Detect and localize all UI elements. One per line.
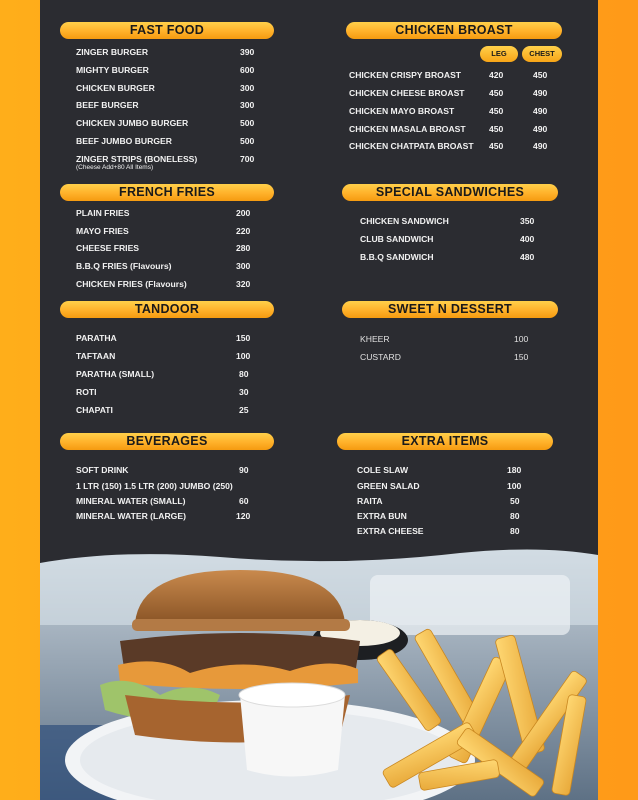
menu-item-price: 150 bbox=[236, 333, 251, 343]
menu-item-name: COLE SLAW bbox=[357, 465, 409, 475]
menu-item-price: 350 bbox=[520, 216, 535, 226]
menu-item-price: 220 bbox=[236, 226, 251, 236]
menu-item-name: CHAPATI bbox=[76, 405, 113, 415]
menu-item-name: CHICKEN CHATPATA BROAST bbox=[349, 141, 474, 151]
menu-item-price: 390 bbox=[240, 47, 255, 57]
menu-item-price: 25 bbox=[239, 405, 249, 415]
menu-item-price: 80 bbox=[510, 526, 520, 536]
menu-item-name: CHICKEN SANDWICH bbox=[360, 216, 449, 226]
menu-item-price: 500 bbox=[240, 118, 255, 128]
menu-item-name: CUSTARD bbox=[360, 352, 401, 362]
menu-item-price-chest: 490 bbox=[533, 124, 548, 134]
menu-item-price: 80 bbox=[239, 369, 249, 379]
menu-item-name: CHICKEN FRIES (Flavours) bbox=[76, 279, 187, 289]
menu-item-name: EXTRA BUN bbox=[357, 511, 407, 521]
sweet-dessert-heading: SWEET N DESSERT bbox=[342, 301, 558, 318]
menu-item-name: MAYO FRIES bbox=[76, 226, 129, 236]
menu-panel bbox=[40, 0, 598, 800]
menu-item-price: 150 bbox=[514, 352, 529, 362]
menu-item-price-leg: 420 bbox=[489, 70, 504, 80]
menu-item-name: CHEESE FRIES bbox=[76, 243, 140, 253]
menu-item-name: BEEF JUMBO BURGER bbox=[76, 136, 172, 146]
menu-item-price: 320 bbox=[236, 279, 251, 289]
menu-item-price: 90 bbox=[239, 465, 249, 475]
menu-item-name: BEEF BURGER bbox=[76, 100, 139, 110]
menu-item-price: 80 bbox=[510, 511, 520, 521]
chicken-broast-heading: CHICKEN BROAST bbox=[346, 22, 562, 39]
menu-item-name: CHICKEN MASALA BROAST bbox=[349, 124, 466, 134]
menu-item-price: 480 bbox=[520, 252, 535, 262]
menu-item-name: CHICKEN JUMBO BURGER bbox=[76, 118, 189, 128]
leg-column-header: LEG bbox=[480, 46, 518, 62]
menu-item-price-chest: 490 bbox=[533, 141, 548, 151]
menu-item-name: ZINGER STRIPS (BONELESS) bbox=[76, 154, 198, 164]
menu-item-price-chest: 490 bbox=[533, 88, 548, 98]
menu-item-price: 60 bbox=[239, 496, 249, 506]
menu-item-price: 300 bbox=[240, 100, 255, 110]
menu-item-price: 280 bbox=[236, 243, 251, 253]
special-sandwiches-heading: SPECIAL SANDWICHES bbox=[342, 184, 558, 201]
menu-item-name: ROTI bbox=[76, 387, 97, 397]
menu-item-price-leg: 450 bbox=[489, 124, 504, 134]
menu-item-name: MINERAL WATER (SMALL) bbox=[76, 496, 186, 506]
menu-item-name: CHICKEN MAYO BROAST bbox=[349, 106, 455, 116]
extra-items-heading: EXTRA ITEMS bbox=[337, 433, 553, 450]
menu-item-name: 1 LTR (150) 1.5 LTR (200) JUMBO (250) bbox=[76, 481, 233, 491]
menu-item-price: 100 bbox=[507, 481, 522, 491]
menu-item-price: 600 bbox=[240, 65, 255, 75]
menu-item-name: KHEER bbox=[360, 334, 390, 344]
menu-item-price: 120 bbox=[236, 511, 251, 521]
menu-item-name: CLUB SANDWICH bbox=[360, 234, 434, 244]
chest-column-header: CHEST bbox=[522, 46, 562, 62]
menu-item-name: SOFT DRINK bbox=[76, 465, 129, 475]
menu-item-price-leg: 450 bbox=[489, 106, 504, 116]
menu-item-price: 200 bbox=[236, 208, 251, 218]
menu-item-price: 30 bbox=[239, 387, 249, 397]
burger-and-fries-photo bbox=[40, 545, 598, 800]
menu-item-price: 700 bbox=[240, 154, 255, 164]
fast-food-heading: FAST FOOD bbox=[60, 22, 274, 39]
menu-item-note: (Cheese Add+80 All Items) bbox=[76, 164, 154, 171]
menu-item-price: 100 bbox=[236, 351, 251, 361]
menu-item-price-leg: 450 bbox=[489, 88, 504, 98]
beverages-heading: BEVERAGES bbox=[60, 433, 274, 450]
menu-item-price: 300 bbox=[236, 261, 251, 271]
menu-item-name: PARATHA bbox=[76, 333, 117, 343]
menu-item-name: GREEN SALAD bbox=[357, 481, 420, 491]
menu-item-name: CHICKEN CRISPY BROAST bbox=[349, 70, 462, 80]
menu-item-price-chest: 450 bbox=[533, 70, 548, 80]
menu-item-name: MINERAL WATER (LARGE) bbox=[76, 511, 186, 521]
menu-item-name: B.B.Q FRIES (Flavours) bbox=[76, 261, 172, 271]
tandoor-heading: TANDOOR bbox=[60, 301, 274, 318]
menu-item-name: PLAIN FRIES bbox=[76, 208, 130, 218]
menu-item-name: TAFTAAN bbox=[76, 351, 116, 361]
menu-item-name: EXTRA CHEESE bbox=[357, 526, 424, 536]
menu-item-price: 50 bbox=[510, 496, 520, 506]
menu-item-price-leg: 450 bbox=[489, 141, 504, 151]
menu-item-name: CHICKEN CHEESE BROAST bbox=[349, 88, 465, 98]
menu-item-name: MIGHTY BURGER bbox=[76, 65, 149, 75]
menu-item-name: ZINGER BURGER bbox=[76, 47, 149, 57]
menu-item-price-chest: 490 bbox=[533, 106, 548, 116]
menu-item-name: RAITA bbox=[357, 496, 383, 506]
menu-item-name: CHICKEN BURGER bbox=[76, 83, 155, 93]
french-fries-heading: FRENCH FRIES bbox=[60, 184, 274, 201]
menu-item-name: B.B.Q SANDWICH bbox=[360, 252, 434, 262]
menu-item-price: 400 bbox=[520, 234, 535, 244]
menu-item-price: 300 bbox=[240, 83, 255, 93]
menu-item-price: 100 bbox=[514, 334, 529, 344]
menu-item-price: 500 bbox=[240, 136, 255, 146]
menu-item-price: 180 bbox=[507, 465, 522, 475]
menu-item-name: PARATHA (SMALL) bbox=[76, 369, 155, 379]
